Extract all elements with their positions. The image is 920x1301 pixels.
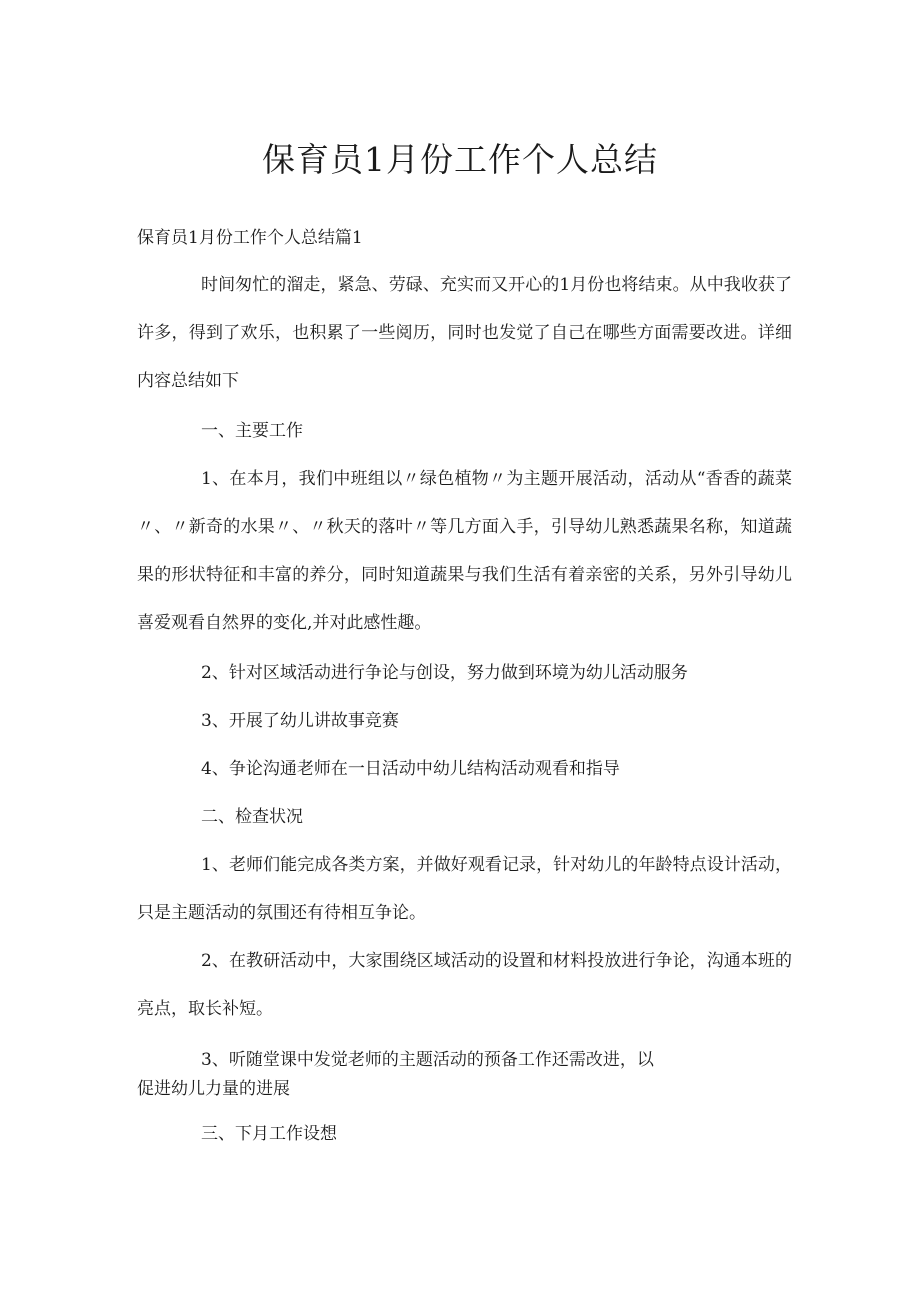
section-heading-next-month: 三、下月工作设想 xyxy=(201,1124,337,1144)
main-work-item-1: 1、在本月，我们中班组以〃绿色植物〃为主题开展活动，活动从“香香的蔬菜〃、〃新奇的水果〃、〃秋天的落叶〃等几方面入手，引导幼儿熟悉蔬果名称，知道蔬果的形状特征和丰富的养分，同时知道蔬果与我们生活有着亲密的关系，另外引导幼儿喜爱观看自然界的变化,并对此感性趣。 xyxy=(137,469,792,633)
section-heading-inspection: 二、检查状况 xyxy=(201,807,303,827)
inspection-item-3-line-1: 3、听随堂课中发觉老师的主题活动的预备工作还需改进，以 xyxy=(201,1050,654,1070)
main-work-item-4: 4、争论沟通老师在一日活动中幼儿结构活动观看和指导 xyxy=(201,759,620,779)
inspection-item-2: 2、在教研活动中，大家围绕区域活动的设置和材料投放进行争论，沟通本班的亮点，取长补短。 xyxy=(137,951,792,1019)
inspection-item-1: 1、老师们能完成各类方案，并做好观看记录，针对幼儿的年龄特点设计活动，只是主题活动的氛围还有待相互争论。 xyxy=(137,855,792,923)
main-work-item-2: 2、针对区域活动进行争论与创设，努力做到环境为幼儿活动服务 xyxy=(201,663,688,683)
main-work-item-3: 3、开展了幼儿讲故事竞赛 xyxy=(201,711,399,731)
document-subtitle: 保育员1月份工作个人总结篇1 xyxy=(137,228,363,248)
section-heading-main-work: 一、主要工作 xyxy=(201,421,303,441)
inspection-item-3-line-2: 促进幼儿力量的进展 xyxy=(137,1079,290,1099)
intro-paragraph: 时间匆忙的溜走，紧急、劳碌、充实而又开心的1月份也将结束。从中我收获了许多，得到了欢乐，也积累了一些阅历，同时也发觉了自己在哪些方面需要改进。详细内容总结如下 xyxy=(137,275,792,391)
document-title: 保育员1月份工作个人总结 xyxy=(262,140,658,179)
